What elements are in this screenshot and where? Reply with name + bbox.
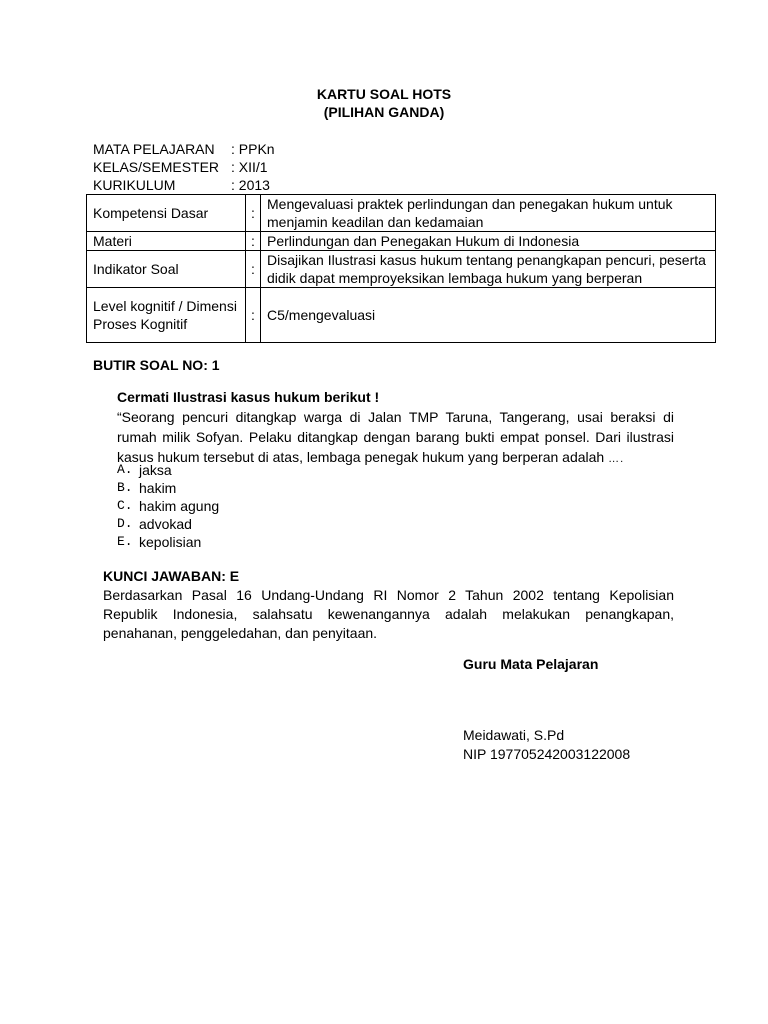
- competency-table: [86, 194, 716, 343]
- option-e: [117, 533, 219, 551]
- row-label: Materi: [87, 232, 246, 251]
- answer-options: [117, 461, 219, 551]
- row-separator: :: [246, 232, 261, 251]
- meta-row-curriculum: [93, 176, 275, 194]
- option-letter: C.: [117, 498, 133, 513]
- option-b: [117, 479, 219, 497]
- meta-label: KURIKULUM: [93, 177, 176, 193]
- row-value: C5/mengevaluasi: [261, 288, 716, 343]
- option-text: jaksa: [139, 462, 172, 478]
- row-separator: :: [246, 251, 261, 288]
- option-letter: E.: [117, 534, 133, 549]
- answer-explanation: Berdasarkan Pasal 16 Undang-Undang RI Nomor 2 Tahun 2002 tentang Kepolisian Republik Indonesia, salahsatu kewenangannya adalah melakukan penangkapan, penahanan, penggeledahan, dan penyitaan.: [103, 587, 674, 641]
- table-row: [87, 195, 716, 232]
- option-text: kepolisian: [139, 534, 202, 550]
- document-title: KARTU SOAL HOTS: [316, 86, 452, 102]
- table-row: [87, 232, 716, 251]
- row-separator: :: [246, 288, 261, 343]
- question-intro: Cermati Ilustrasi kasus hukum berikut !: [117, 389, 380, 405]
- option-letter: B.: [117, 480, 133, 495]
- row-value: Disajikan Ilustrasi kasus hukum tentang penangkapan pencuri, peserta didik dapat memproyeksikan lembaga hukum yang berperan: [261, 251, 716, 288]
- option-c: [117, 497, 219, 515]
- option-text: hakim agung: [139, 498, 220, 514]
- table-row: [87, 288, 716, 343]
- option-a: [117, 461, 219, 479]
- meta-row-class: [93, 158, 275, 176]
- signature-nip: NIP 197705242003122008: [463, 746, 631, 762]
- meta-label: KELAS/SEMESTER: [93, 159, 220, 175]
- option-d: [117, 515, 219, 533]
- row-label: Kompetensi Dasar: [87, 195, 246, 232]
- option-letter: A.: [117, 462, 133, 477]
- question-body: “Seorang pencuri ditangkap warga di Jalan TMP Taruna, Tangerang, usai beraksi di rumah milik Sofyan. Pelaku ditangkap dengan barang bukti empat ponsel. Dari ilustrasi kasus hukum tersebut di atas, lembaga penegak hukum yang berperan adalah: [117, 409, 674, 465]
- question-ellipsis: ….: [608, 453, 625, 465]
- question-text: [117, 407, 674, 469]
- option-letter: D.: [117, 516, 133, 531]
- meta-value: : XII/1: [231, 159, 268, 175]
- row-label: Level kognitif / Dimensi Proses Kognitif: [87, 288, 246, 343]
- signature-block: [463, 726, 630, 764]
- meta-value: : PPKn: [231, 141, 275, 157]
- row-label: Indikator Soal: [87, 251, 246, 288]
- table-row: [87, 251, 716, 288]
- option-text: advokad: [139, 516, 192, 532]
- answer-key: KUNCI JAWABAN: E: [103, 568, 240, 584]
- meta-label: MATA PELAJARAN: [93, 141, 215, 157]
- row-separator: :: [246, 195, 261, 232]
- question-number: BUTIR SOAL NO: 1: [93, 357, 220, 373]
- row-value: Perlindungan dan Penegakan Hukum di Indonesia: [261, 232, 716, 251]
- meta-value: : 2013: [231, 177, 270, 193]
- signature-role: Guru Mata Pelajaran: [463, 656, 599, 672]
- option-text: hakim: [139, 480, 177, 496]
- signature-name: Meidawati, S.Pd: [463, 727, 565, 743]
- meta-info: [93, 140, 275, 194]
- row-value: Mengevaluasi praktek perlindungan dan penegakan hukum untuk menjamin keadilan dan kedamaian: [261, 195, 716, 232]
- document-subtitle: (PILIHAN GANDA): [323, 104, 445, 120]
- meta-row-subject: [93, 140, 275, 158]
